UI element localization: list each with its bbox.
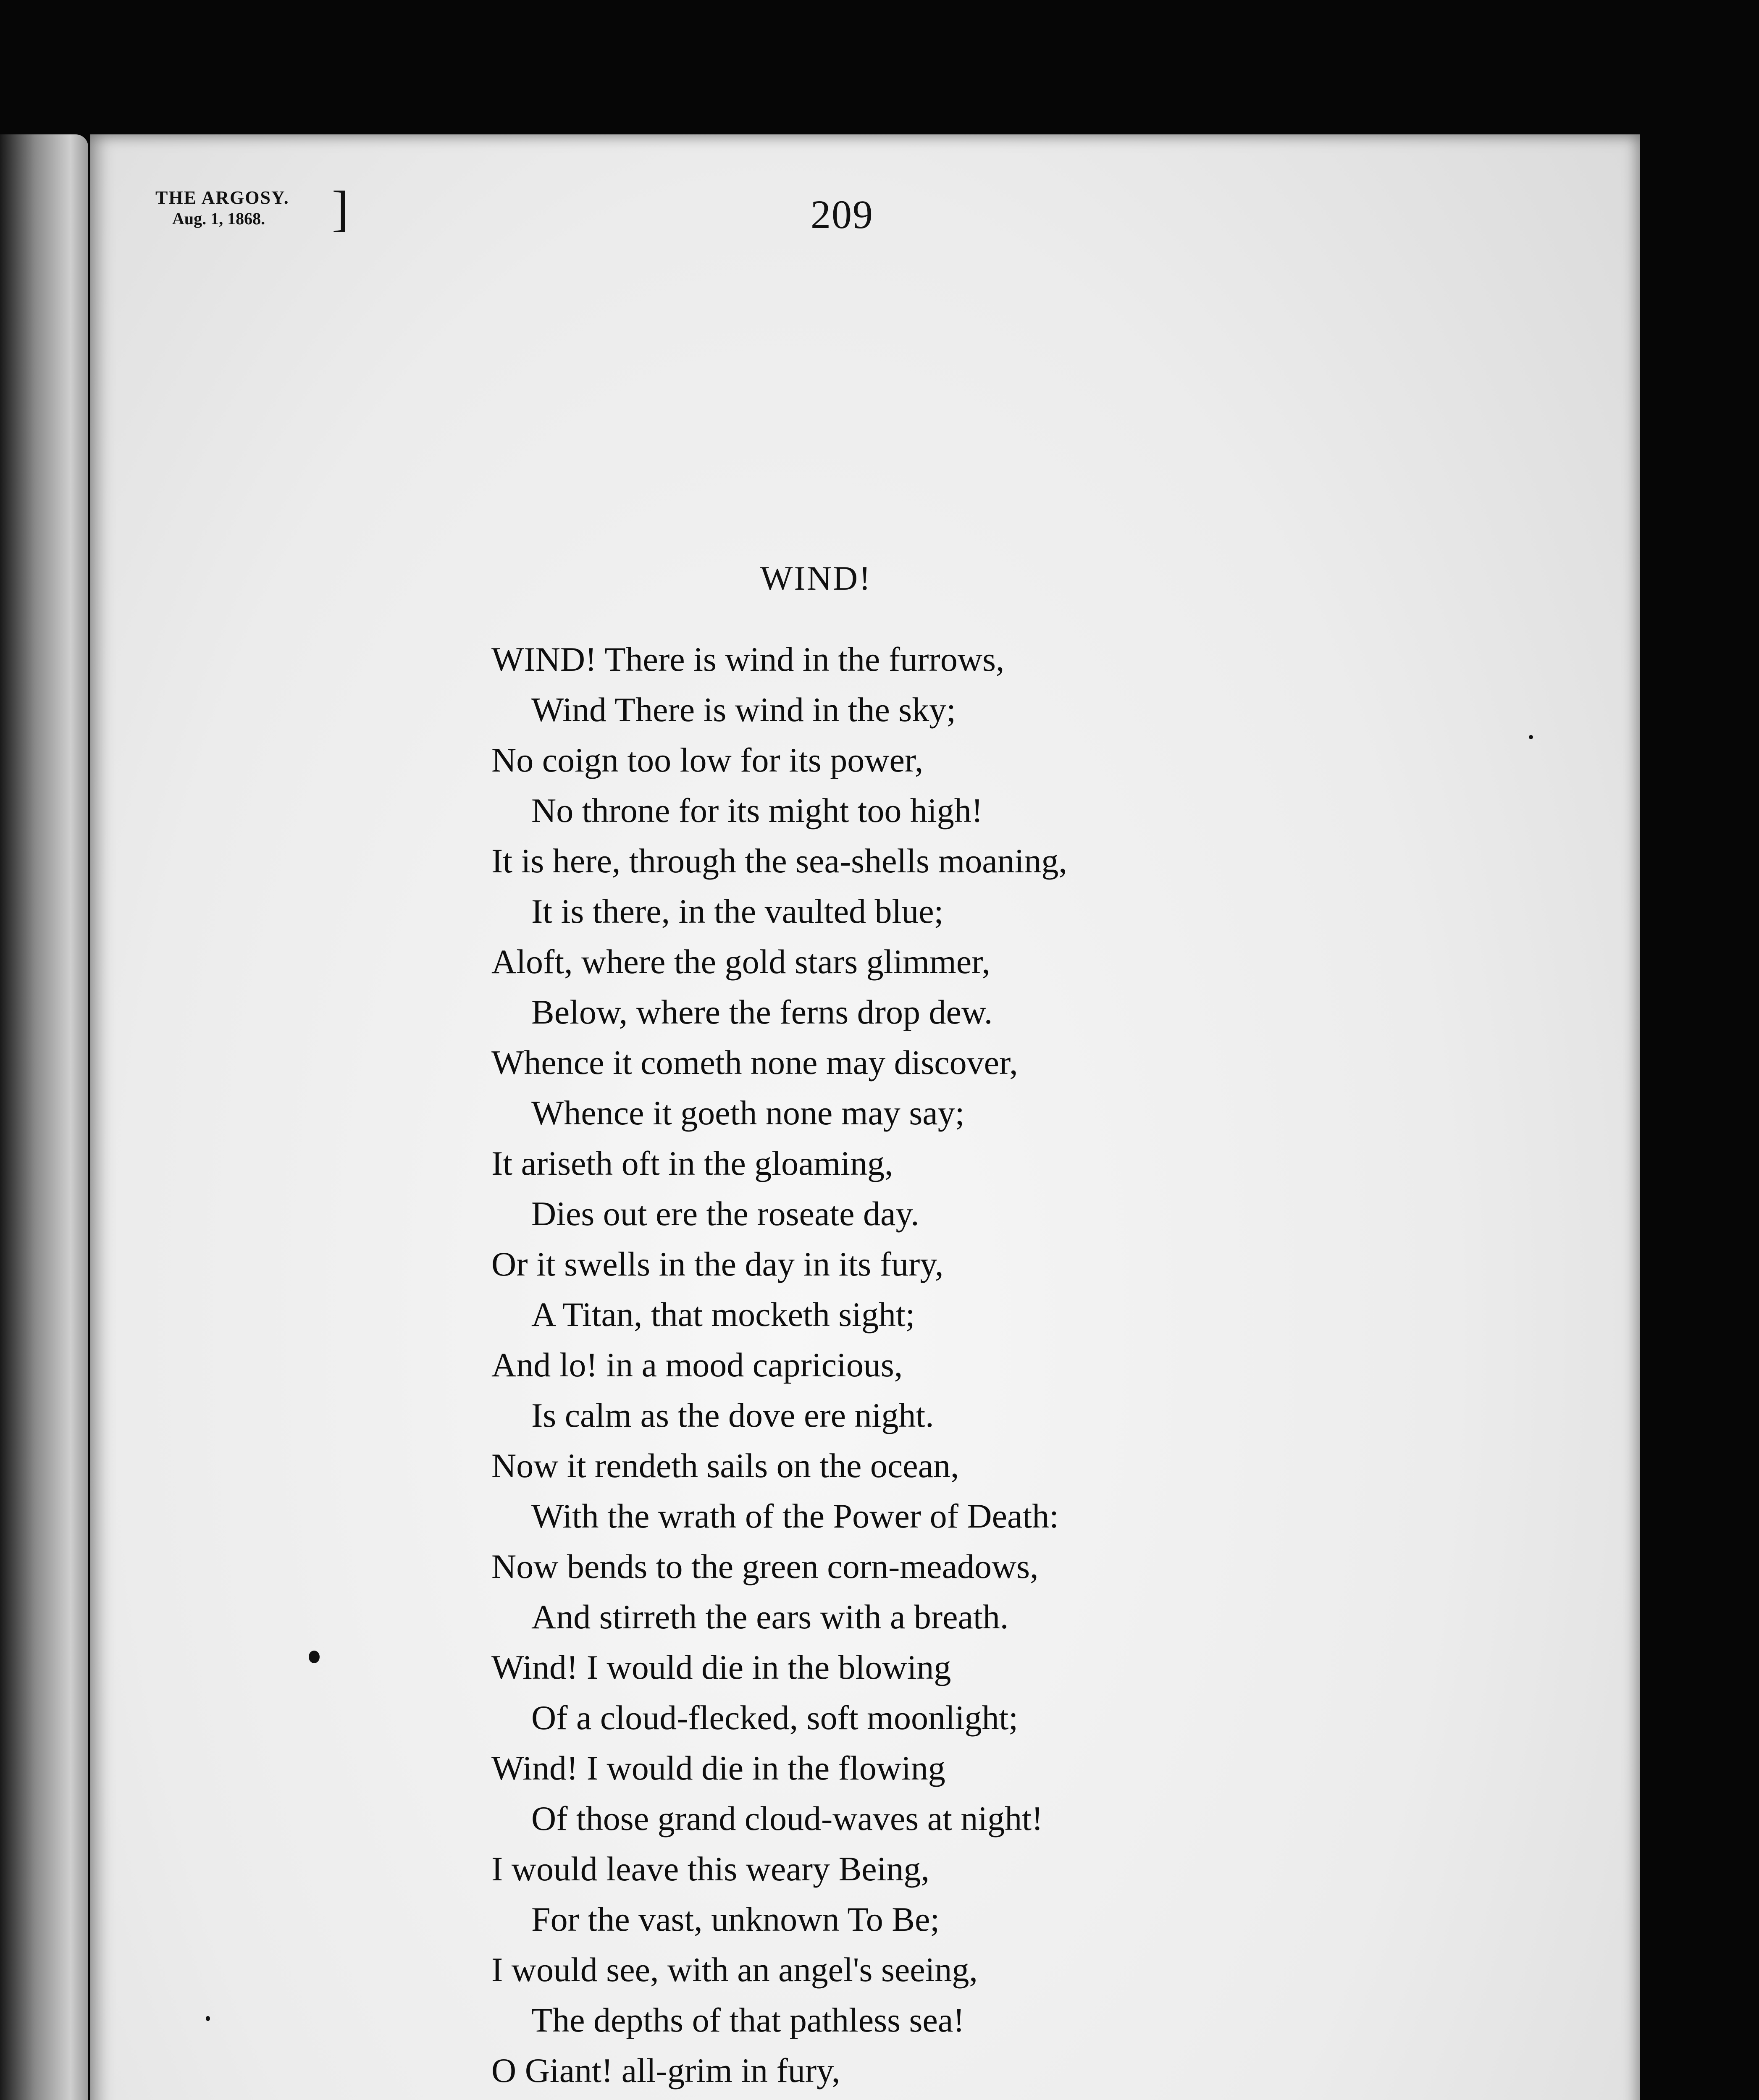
poem-line: No throne for its might too high!: [531, 791, 983, 830]
poem-line: Whence it goeth none may say;: [531, 1094, 965, 1132]
poem-line: For the vast, unknown To Be;: [531, 1900, 940, 1938]
poem-line: I would leave this weary Being,: [491, 1850, 929, 1888]
poem-body: [491, 634, 1373, 2100]
poem-line: I would see, with an angel's seeing,: [491, 1950, 978, 1989]
poem-line: It is here, through the sea-shells moaning,: [491, 842, 1067, 880]
poem-line: With the wrath of the Power of Death:: [531, 1497, 1059, 1535]
poem-line: Now bends to the green corn-meadows,: [491, 1547, 1039, 1586]
poem-line: [491, 2096, 1373, 2100]
poem-line: And stirreth the ears with a breath.: [531, 1598, 1009, 1636]
poem-line: It ariseth oft in the gloaming,: [491, 1144, 893, 1182]
poem-line: Now it rendeth sails on the ocean,: [491, 1446, 959, 1485]
poem-line: Of those grand cloud-waves at night!: [531, 1799, 1043, 1838]
poem-line: The depths of that pathless sea!: [531, 2001, 965, 2039]
poem-line: Wind! I would die in the flowing: [491, 1749, 945, 1787]
poem-line: Or it swells in the day in its fury,: [491, 1245, 944, 1283]
poem-line: A Titan, that mocketh sight;: [531, 1295, 915, 1334]
poem-line: WIND! There is wind in the furrows,: [491, 640, 1005, 678]
poem-line: Dies out ere the roseate day.: [531, 1194, 919, 1233]
poem-line: O Giant! all-grim in fury,: [491, 2051, 840, 2090]
poem-line: Below, where the ferns drop dew.: [531, 993, 993, 1031]
poem-line: Is calm as the dove ere night.: [531, 1396, 934, 1434]
poem-line: Aloft, where the gold stars glimmer,: [491, 942, 990, 981]
poem-line: No coign too low for its power,: [491, 741, 924, 779]
poem-line: And lo! in a mood capricious,: [491, 1346, 903, 1384]
poem-line: It is there, in the vaulted blue;: [531, 892, 944, 930]
issue-date: Aug. 1, 1868.: [172, 209, 265, 228]
poem-line: Wind! I would die in the blowing: [491, 1648, 951, 1686]
poem-line: Whence it cometh none may discover,: [491, 1043, 1018, 1082]
poem-line: Of a cloud-flecked, soft moonlight;: [531, 1698, 1019, 1737]
running-head-bracket: ]: [332, 181, 349, 236]
poem-line: Wind There is wind in the sky;: [531, 690, 956, 729]
ink-speck: [1529, 735, 1533, 739]
ink-speck: [206, 2016, 210, 2021]
journal-name: THE ARGOSY.: [155, 187, 289, 208]
ink-speck: [309, 1651, 320, 1663]
page-number: 209: [811, 192, 874, 237]
running-head: [155, 181, 374, 254]
facing-page-edge: [0, 134, 88, 2100]
poem-title: WIND!: [760, 559, 872, 597]
